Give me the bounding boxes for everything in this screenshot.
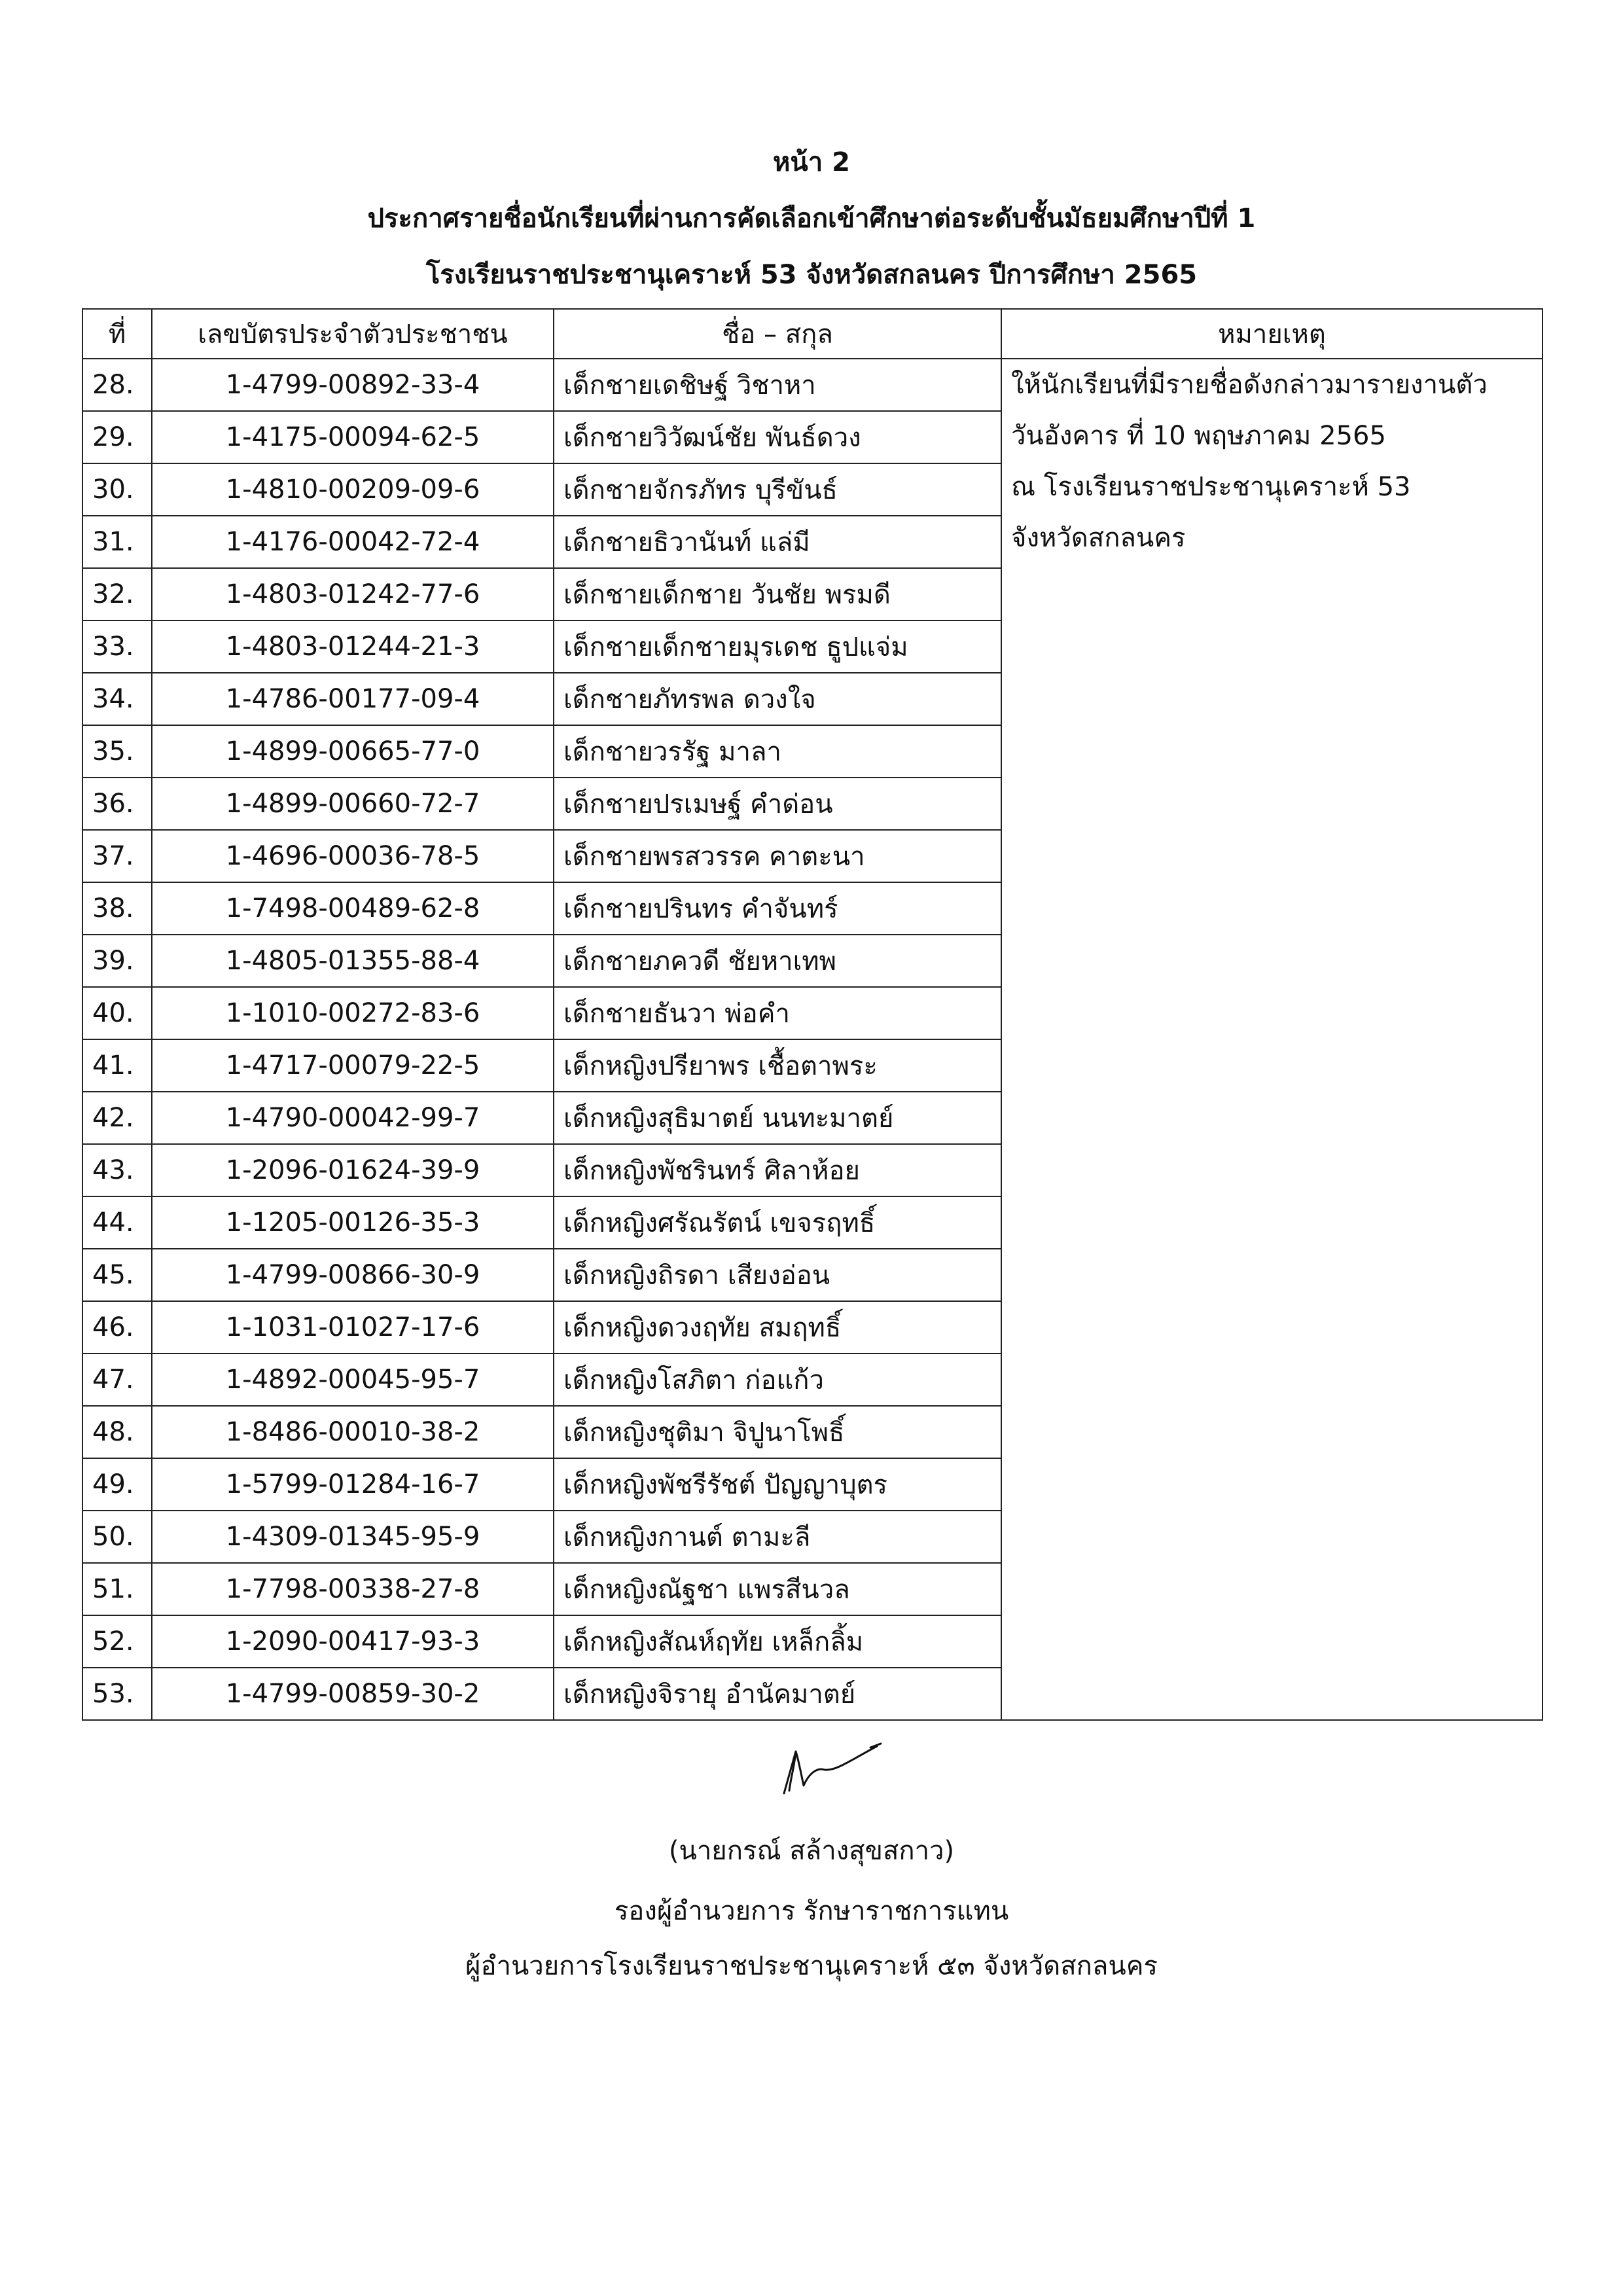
remark-line: ณ โรงเรียนราชประชานุเคราะห์ 53 [1011, 472, 1411, 502]
student-name: เด็กหญิงกานต์ ตามะลี [554, 1511, 1001, 1563]
student-table [82, 308, 1543, 1721]
table-header-row [82, 309, 1543, 359]
citizen-id: 1-4799-00859-30-2 [152, 1668, 554, 1720]
citizen-id: 1-4309-01345-95-9 [152, 1511, 554, 1563]
row-number: 37. [82, 830, 152, 882]
student-name: เด็กหญิงถิรดา เสียงอ่อน [554, 1249, 1001, 1301]
citizen-id: 1-4717-00079-22-5 [152, 1039, 554, 1092]
row-number: 49. [82, 1458, 152, 1511]
remark-line: วันอังคาร ที่ 10 พฤษภาคม 2565 [1011, 421, 1386, 451]
row-number: 46. [82, 1301, 152, 1354]
student-name: เด็กหญิงจิรายุ อำนัคมาตย์ [554, 1668, 1001, 1720]
header-remark: หมายเหตุ [1001, 309, 1543, 359]
page-number: หน้า 2 [773, 147, 850, 177]
citizen-id: 1-4803-01244-21-3 [152, 620, 554, 673]
citizen-id: 1-2096-01624-39-9 [152, 1144, 554, 1196]
signature-mark [759, 1733, 890, 1799]
student-name: เด็กหญิงชุติมา จิปูนาโพธิ์ [554, 1406, 1001, 1458]
row-number: 52. [82, 1615, 152, 1668]
citizen-id: 1-4799-00892-33-4 [152, 359, 554, 411]
citizen-id: 1-4786-00177-09-4 [152, 673, 554, 725]
student-name: เด็กชายเด็กชายมุรเดช ธูปแจ่ม [554, 620, 1001, 673]
row-number: 32. [82, 568, 152, 620]
citizen-id: 1-4799-00866-30-9 [152, 1249, 554, 1301]
row-number: 48. [82, 1406, 152, 1458]
row-number: 47. [82, 1354, 152, 1406]
row-number: 35. [82, 725, 152, 778]
row-number: 33. [82, 620, 152, 673]
student-name: เด็กหญิงสุธิมาตย์ นนทะมาตย์ [554, 1092, 1001, 1144]
citizen-id: 1-4899-00660-72-7 [152, 778, 554, 830]
citizen-id: 1-8486-00010-38-2 [152, 1406, 554, 1458]
student-name: เด็กหญิงโสภิตา ก่อแก้ว [554, 1354, 1001, 1406]
header-number: ที่ [82, 309, 152, 359]
citizen-id: 1-1031-01027-17-6 [152, 1301, 554, 1354]
row-number: 44. [82, 1196, 152, 1249]
student-name: เด็กชายภควดี ชัยหาเทพ [554, 935, 1001, 987]
remark-line: ให้นักเรียนที่มีรายชื่อดังกล่าวมารายงานตัว [1011, 370, 1488, 400]
student-name: เด็กชายวิวัฒน์ชัย พันธ์ดวง [554, 411, 1001, 463]
row-number: 29. [82, 411, 152, 463]
row-number: 34. [82, 673, 152, 725]
student-name: เด็กชายธิวานันท์ แล่มี [554, 516, 1001, 568]
row-number: 30. [82, 463, 152, 516]
signer-position: รองผู้อำนวยการ รักษาราชการแทน [614, 1896, 1009, 1926]
citizen-id: 1-4175-00094-62-5 [152, 411, 554, 463]
row-number: 45. [82, 1249, 152, 1301]
row-number: 39. [82, 935, 152, 987]
row-number: 50. [82, 1511, 152, 1563]
student-name: เด็กชายพรสวรรค คาตะนา [554, 830, 1001, 882]
row-number: 51. [82, 1563, 152, 1615]
citizen-id: 1-4176-00042-72-4 [152, 516, 554, 568]
row-number: 38. [82, 882, 152, 935]
row-number: 36. [82, 778, 152, 830]
header-citizen-id: เลขบัตรประจำตัวประชาชน [152, 309, 554, 359]
row-number: 31. [82, 516, 152, 568]
row-number: 53. [82, 1668, 152, 1720]
citizen-id: 1-4790-00042-99-7 [152, 1092, 554, 1144]
student-name: เด็กชายปรินทร คำจันทร์ [554, 882, 1001, 935]
citizen-id: 1-4803-01242-77-6 [152, 568, 554, 620]
citizen-id: 1-2090-00417-93-3 [152, 1615, 554, 1668]
student-name: เด็กชายภัทรพล ดวงใจ [554, 673, 1001, 725]
remark-cell [1001, 359, 1543, 1720]
citizen-id: 1-4805-01355-88-4 [152, 935, 554, 987]
citizen-id: 1-1205-00126-35-3 [152, 1196, 554, 1249]
signer-name: (นายกรณ์ สล้างสุขสกาว) [668, 1836, 955, 1866]
citizen-id: 1-4810-00209-09-6 [152, 463, 554, 516]
citizen-id: 1-7798-00338-27-8 [152, 1563, 554, 1615]
student-name: เด็กหญิงปรียาพร เชื้อตาพระ [554, 1039, 1001, 1092]
citizen-id: 1-7498-00489-62-8 [152, 882, 554, 935]
announcement-title: ประกาศรายชื่อนักเรียนที่ผ่านการคัดเลือกเข้าศึกษาต่อระดับชั้นมัธยมศึกษาปีที่ 1 [367, 204, 1256, 234]
citizen-id: 1-4892-00045-95-7 [152, 1354, 554, 1406]
row-number: 28. [82, 359, 152, 411]
citizen-id: 1-4899-00665-77-0 [152, 725, 554, 778]
citizen-id: 1-1010-00272-83-6 [152, 987, 554, 1039]
citizen-id: 1-4696-00036-78-5 [152, 830, 554, 882]
row-number: 42. [82, 1092, 152, 1144]
header-name: ชื่อ – สกุล [554, 309, 1001, 359]
student-name: เด็กหญิงดวงฤทัย สมฤทธิ์ [554, 1301, 1001, 1354]
remark-line: จังหวัดสกลนคร [1011, 523, 1186, 553]
student-name: เด็กชายเดชิษฐ์ วิชาหา [554, 359, 1001, 411]
table-body [82, 359, 1543, 1720]
signer-position-2: ผู้อำนวยการโรงเรียนราชประชานุเคราะห์ ๕๓ จังหวัดสกลนคร [465, 1951, 1158, 1981]
student-name: เด็กหญิงสัณห์ฤทัย เหล็กลิ้ม [554, 1615, 1001, 1668]
student-name: เด็กชายปรเมษฐ์ คำด่อน [554, 778, 1001, 830]
row-number: 40. [82, 987, 152, 1039]
school-line: โรงเรียนราชประชานุเคราะห์ 53 จังหวัดสกลนคร ปีการศึกษา 2565 [425, 260, 1198, 290]
student-name: เด็กชายจักรภัทร บุรีขันธ์ [554, 463, 1001, 516]
row-number: 41. [82, 1039, 152, 1092]
row-number: 43. [82, 1144, 152, 1196]
student-name: เด็กหญิงพัชรินทร์ ศิลาห้อย [554, 1144, 1001, 1196]
student-name: เด็กหญิงณัฐชา แพรสีนวล [554, 1563, 1001, 1615]
table-row [82, 359, 1543, 411]
citizen-id: 1-5799-01284-16-7 [152, 1458, 554, 1511]
student-name: เด็กหญิงพัชรีรัชต์ ปัญญาบุตร [554, 1458, 1001, 1511]
student-name: เด็กชายธันวา พ่อคำ [554, 987, 1001, 1039]
student-name: เด็กชายวรรัฐ มาลา [554, 725, 1001, 778]
student-name: เด็กชายเด็กชาย วันชัย พรมดี [554, 568, 1001, 620]
student-name: เด็กหญิงศรัณรัตน์ เขจรฤทธิ์ [554, 1196, 1001, 1249]
